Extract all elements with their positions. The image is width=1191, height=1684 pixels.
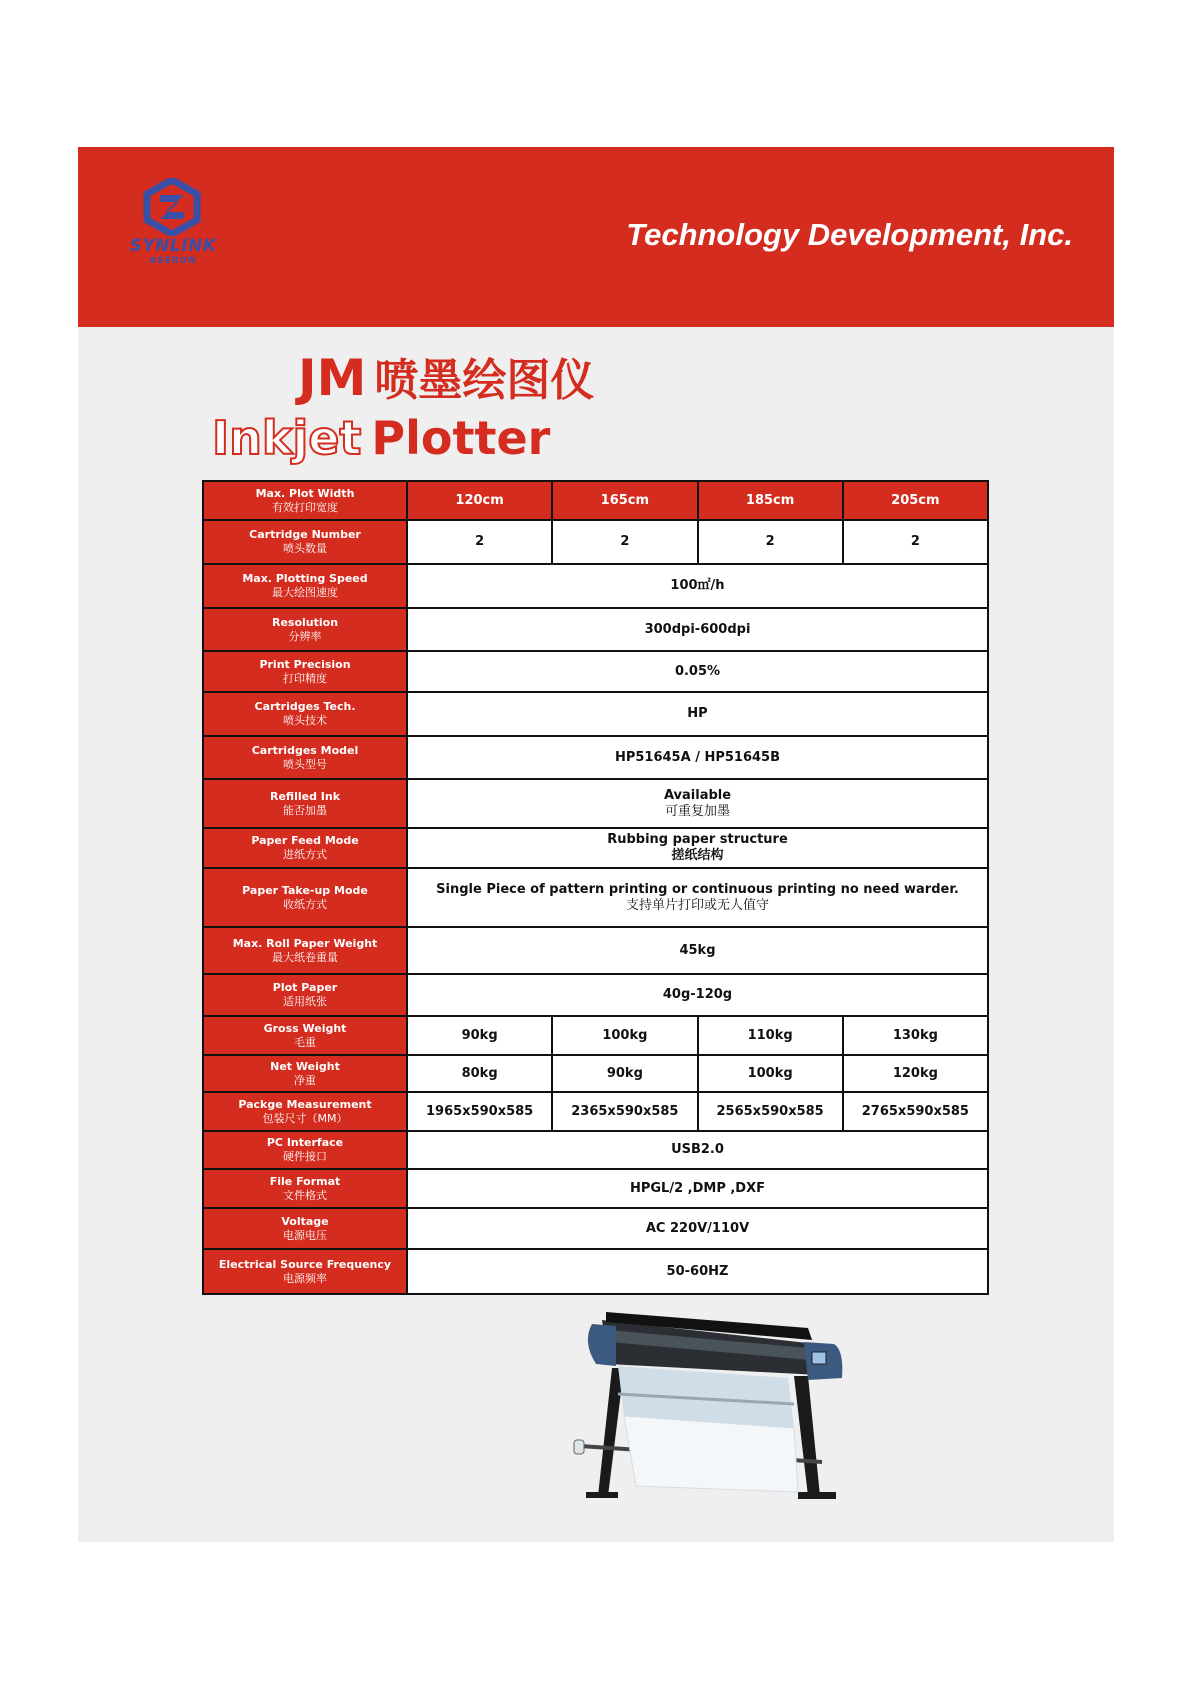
row-label: Refilled Ink 能否加墨 xyxy=(203,779,407,828)
value-cell: HP xyxy=(407,692,988,736)
table-row xyxy=(203,692,988,736)
row-label: Packge Measurement 包装尺寸（MM） xyxy=(203,1092,407,1131)
hexagon-logo-icon xyxy=(143,178,201,236)
table-row xyxy=(203,868,988,927)
row-label: Cartridges Tech. 喷头技术 xyxy=(203,692,407,736)
table-row xyxy=(203,520,988,564)
row-label: Max. Plot Width 有效打印宽度 xyxy=(203,481,407,520)
spec-table xyxy=(202,480,989,1295)
table-row xyxy=(203,564,988,608)
value-cell: 40g-120g xyxy=(407,974,988,1016)
value-cell: 2 xyxy=(407,520,552,564)
table-row xyxy=(203,1249,988,1294)
model-code: JM xyxy=(298,349,367,407)
row-label: Net Weight 净重 xyxy=(203,1055,407,1092)
table-row xyxy=(203,1016,988,1055)
table-row xyxy=(203,927,988,974)
value-cell: 2365x590x585 xyxy=(552,1092,697,1131)
value-cell: 100kg xyxy=(698,1055,843,1092)
model-name-cn: 喷墨绘图仪 xyxy=(374,355,595,406)
table-row xyxy=(203,974,988,1016)
synlink-logo xyxy=(123,176,223,276)
logo-subtext: ASERUN xyxy=(149,256,197,266)
title-word-plotter: Plotter xyxy=(371,411,551,465)
value-cell: AC 220V/110V xyxy=(407,1208,988,1249)
row-label: Paper Feed Mode 进纸方式 xyxy=(203,828,407,868)
value-cell: 300dpi-600dpi xyxy=(407,608,988,651)
product-title-cn xyxy=(298,348,594,411)
row-label: Voltage 电源电压 xyxy=(203,1208,407,1249)
value-cell: USB2.0 xyxy=(407,1131,988,1169)
value-cell: HP51645A / HP51645B xyxy=(407,736,988,779)
table-row xyxy=(203,651,988,692)
value-cell: Available 可重复加墨 xyxy=(407,779,988,828)
row-label: Resolution 分辨率 xyxy=(203,608,407,651)
value-cell: 100㎡/h xyxy=(407,564,988,608)
value-cell: 2 xyxy=(698,520,843,564)
row-label: PC Interface 硬件接口 xyxy=(203,1131,407,1169)
company-name: Technology Development, Inc. xyxy=(626,217,1073,252)
table-row xyxy=(203,1131,988,1169)
title-word-inkjet: Inkjet xyxy=(212,411,362,465)
table-row xyxy=(203,1092,988,1131)
table-row xyxy=(203,1208,988,1249)
table-row xyxy=(203,608,988,651)
value-cell: 0.05% xyxy=(407,651,988,692)
row-label: Print Precision 打印精度 xyxy=(203,651,407,692)
row-label: Gross Weight 毛重 xyxy=(203,1016,407,1055)
plotter-product-image xyxy=(572,1306,868,1506)
value-cell: 130kg xyxy=(843,1016,988,1055)
row-label: Cartridges Model 喷头型号 xyxy=(203,736,407,779)
table-row xyxy=(203,481,988,520)
value-cell: 120kg xyxy=(843,1055,988,1092)
value-cell: 2565x590x585 xyxy=(698,1092,843,1131)
value-cell: 2765x590x585 xyxy=(843,1092,988,1131)
value-cell: 45kg xyxy=(407,927,988,974)
row-label: File Format 文件格式 xyxy=(203,1169,407,1208)
width-cell: 165cm xyxy=(552,481,697,520)
value-cell: HPGL/2 ,DMP ,DXF xyxy=(407,1169,988,1208)
value-cell: 2 xyxy=(552,520,697,564)
table-row xyxy=(203,1055,988,1092)
value-cell: 50-60HZ xyxy=(407,1249,988,1294)
row-label: Electrical Source Frequency 电源频率 xyxy=(203,1249,407,1294)
width-cell: 185cm xyxy=(698,481,843,520)
row-label: Max. Roll Paper Weight 最大纸卷重量 xyxy=(203,927,407,974)
value-cell: Single Piece of pattern printing or continuous printing no need warder. 支持单片打印或无人值守 xyxy=(407,868,988,927)
value-cell: 90kg xyxy=(407,1016,552,1055)
value-cell: 100kg xyxy=(552,1016,697,1055)
width-cell: 205cm xyxy=(843,481,988,520)
value-cell: 110kg xyxy=(698,1016,843,1055)
value-cell: Rubbing paper structure 搓纸结构 xyxy=(407,828,988,868)
value-cell: 2 xyxy=(843,520,988,564)
table-row xyxy=(203,828,988,868)
row-label: Plot Paper 适用纸张 xyxy=(203,974,407,1016)
table-row xyxy=(203,736,988,779)
value-cell: 90kg xyxy=(552,1055,697,1092)
table-row xyxy=(203,1169,988,1208)
value-cell: 1965x590x585 xyxy=(407,1092,552,1131)
width-cell: 120cm xyxy=(407,481,552,520)
row-label: Cartridge Number 喷头数量 xyxy=(203,520,407,564)
row-label: Paper Take-up Mode 收纸方式 xyxy=(203,868,407,927)
value-cell: 80kg xyxy=(407,1055,552,1092)
product-title-en xyxy=(212,410,550,466)
table-row xyxy=(203,779,988,828)
logo-wordmark: SYNLINK xyxy=(129,236,217,256)
row-label: Max. Plotting Speed 最大绘图速度 xyxy=(203,564,407,608)
